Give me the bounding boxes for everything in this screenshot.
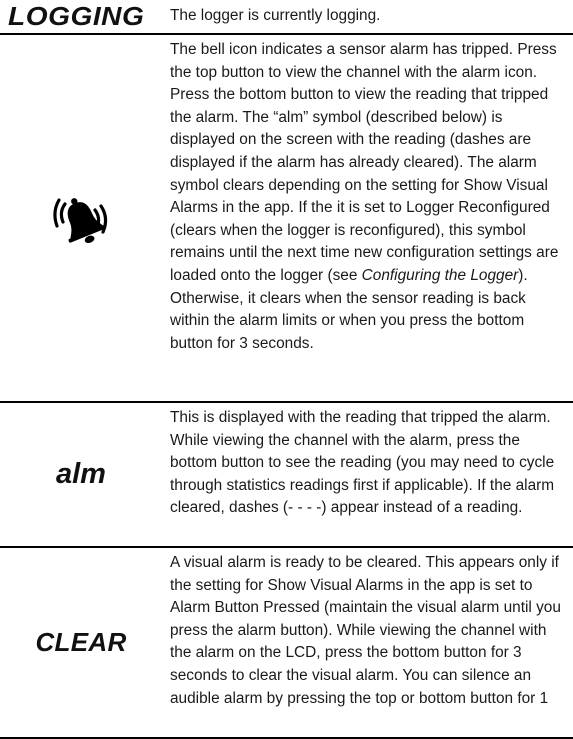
description-cell bbox=[162, 35, 573, 401]
bell-alarm-icon bbox=[51, 188, 111, 248]
table-row-alm bbox=[0, 403, 573, 548]
description-cell: A visual alarm is ready to be cleared. This appears only if the setting for Show Visual Alarms in the app is set to Alarm Button Pressed (maintain the visual alarm until you press the alarm button). While viewing the channel with the alarm on the LCD, press the bottom button for 3 seconds to clear the visual alarm. You can silence an audible alarm by pressing the top or bottom button for 1 bbox=[170, 554, 561, 707]
configuring-logger-reference: Configuring the Logger bbox=[361, 266, 519, 284]
symbol-cell bbox=[0, 35, 162, 401]
alm-symbol: alm bbox=[56, 458, 106, 490]
description-cell: The logger is currently logging. bbox=[170, 7, 381, 24]
table-row-bell bbox=[0, 35, 573, 403]
symbol-cell bbox=[0, 0, 162, 33]
table-row-logging bbox=[0, 0, 573, 35]
table-row-clear bbox=[0, 548, 573, 739]
bell-description-part-1: The bell icon indicates a sensor alarm has tripped. Press the top button to view the channel with the alarm icon. Press the bottom button to view the reading that tripped the alarm. The “alm” symbol (described below) is displayed on the screen with the reading (dashes are displayed if the alarm has already cleared). The alarm symbol clears depending on the setting for Show Visual Alarms in the app. If the it is set to Logger Reconfigured (clears when the logger is reconfigured), this symbol remains until the next time new configuration settings are loaded onto the logger (see bbox=[170, 41, 559, 284]
symbol-cell bbox=[0, 548, 162, 737]
clear-symbol: CLEAR bbox=[35, 627, 127, 657]
symbol-cell bbox=[0, 403, 162, 546]
logging-symbol: LOGGING bbox=[8, 1, 145, 31]
bell-description-part-2: ). Otherwise, it clears when the sensor reading is back within the alarm limits or when you press the bottom button for 3 seconds. bbox=[170, 266, 528, 352]
description-cell: This is displayed with the reading that tripped the alarm. While viewing the channel with the alarm, press the bottom button to see the reading (you may need to cycle through statistics readings first if applicable). If the alarm cleared, dashes (- - - -) appear instead of a reading. bbox=[170, 409, 555, 517]
